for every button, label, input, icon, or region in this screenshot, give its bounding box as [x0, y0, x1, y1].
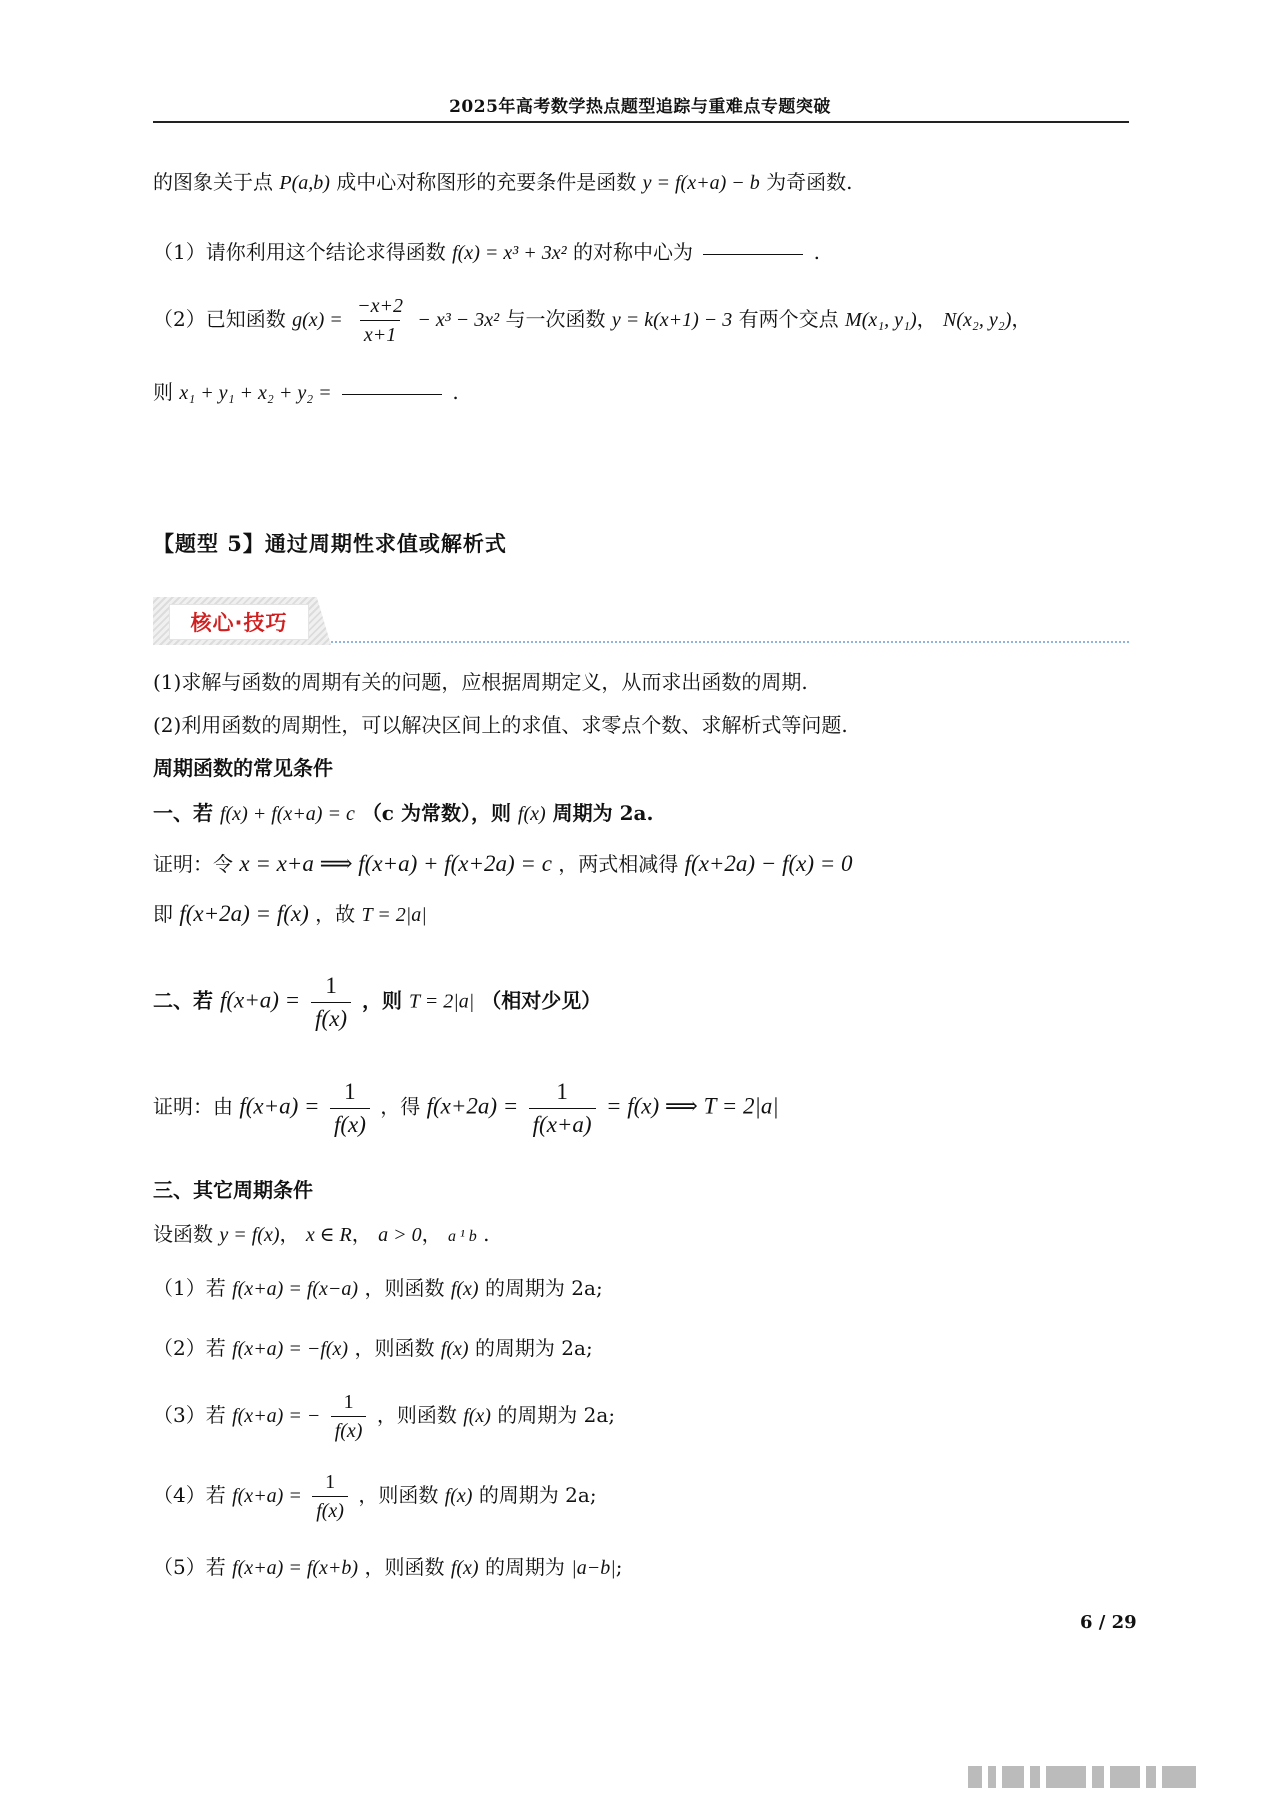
item4-tail: ，则函数 [358, 1483, 439, 1507]
common-conditions-heading: 周期函数的常见条件 [153, 756, 333, 780]
item2-expr: f(x+a) = −f(x) [232, 1338, 349, 1360]
q1-end: . [813, 240, 821, 264]
cond1-prefix: 一、若 [153, 801, 213, 825]
proof1-expr: x = x+a ⟹ f(x+a) + f(x+2a) = c [239, 851, 552, 876]
strip-block-3 [1002, 1766, 1024, 1788]
item1-fx: f(x) [450, 1278, 479, 1300]
badge-label: 核心·技巧 [169, 604, 309, 640]
q2-linear: y = k(x+1) − 3 [611, 309, 733, 331]
other-conditions-heading: 三、其它周期条件 [153, 1178, 313, 1202]
item1-tail: ，则函数 [364, 1276, 445, 1300]
setup-prefix: 设函数 [153, 1222, 213, 1246]
proof2-fraction-2 [529, 1078, 596, 1138]
question-1 [153, 240, 820, 265]
item3-den: f(x) [331, 1416, 367, 1443]
proof2-num2: 1 [556, 1079, 568, 1104]
item3-tail: ，则函数 [376, 1403, 457, 1427]
item4-fx: f(x) [444, 1485, 473, 1507]
proof2-lhs2: f(x+2a) = [426, 1093, 519, 1119]
q2-frac-num: −x+2 [357, 295, 404, 317]
item4-label: （4）若 [153, 1483, 226, 1507]
item5-abs: |a−b| [571, 1557, 616, 1579]
intro-expr: y = f(x+a) − b [642, 172, 760, 194]
q2-fraction [353, 294, 407, 347]
q2-label: （2）已知函数 [153, 307, 286, 331]
item1-end: 的周期为 2a; [484, 1276, 603, 1300]
q2-point-m: M(x₁, y₁) [845, 309, 917, 331]
strip-block-5 [1046, 1766, 1086, 1788]
period-condition-3 [153, 1390, 615, 1443]
proof-1-conclusion [153, 900, 427, 928]
period-condition-1 [153, 1276, 603, 1301]
q2-func: g(x) = [292, 309, 343, 331]
q2-sep: ， [916, 307, 937, 331]
item4-num: 1 [325, 1471, 336, 1493]
intro-line [153, 170, 852, 195]
item4-fraction [312, 1470, 348, 1523]
cond1-note: （c 为常数），则 [361, 801, 511, 825]
proof1-prefix: 证明：令 [153, 852, 233, 876]
period-condition-2 [153, 1336, 593, 1361]
setup-comma-1: ， [279, 1222, 300, 1246]
item5-label: （5）若 [153, 1555, 226, 1579]
cond2-num: 1 [325, 973, 337, 998]
proof-1 [153, 850, 853, 878]
item3-fraction [331, 1390, 367, 1443]
period-condition-4 [153, 1470, 597, 1523]
item3-num: 1 [343, 1391, 354, 1413]
item4-den: f(x) [312, 1496, 348, 1523]
item5-end2: ; [615, 1555, 623, 1579]
proof2-rhs: = f(x) ⟹ T = 2|a| [605, 1093, 779, 1119]
item1-expr: f(x+a) = f(x−a) [232, 1278, 359, 1300]
proof2-prefix: 证明：由 [153, 1094, 233, 1119]
item4-end: 的周期为 2a; [478, 1483, 597, 1507]
proof2-den2: f(x+a) [529, 1108, 596, 1139]
setup-ab: a ¹ b [447, 1228, 477, 1245]
setup-comma-3: ， [421, 1222, 442, 1246]
q2-line2-expr: x₁ + y₁ + x₂ + y₂ = [179, 382, 332, 404]
strip-block-6 [1092, 1766, 1104, 1788]
cond2-mid: ，则 [362, 988, 403, 1013]
q1-label: （1）请你利用这个结论求得函数 [153, 240, 446, 264]
strip-block-1 [968, 1766, 982, 1788]
q2-tail: 有两个交点 [738, 307, 839, 331]
q2-rest: − x³ − 3x² [417, 309, 500, 331]
proof-2 [153, 1078, 779, 1138]
item2-label: （2）若 [153, 1336, 226, 1360]
page-header-title: 2025年高考数学热点题型追踪与重难点专题突破 [449, 97, 831, 117]
cond2-lhs: f(x+a) = [219, 987, 301, 1013]
item3-lhs: f(x+a) = − [232, 1405, 321, 1427]
item2-fx: f(x) [440, 1338, 469, 1360]
setup-line [153, 1222, 490, 1247]
cond2-fraction [311, 972, 351, 1032]
intro-point: P(a,b) [279, 172, 330, 194]
cond2-t: T = 2|a| [409, 990, 475, 1013]
item2-end: 的周期为 2a; [474, 1336, 593, 1360]
question-2-line-2 [153, 380, 459, 405]
badge-dotted-rule [331, 641, 1129, 643]
cond1-tail: 周期为 2a. [552, 801, 654, 825]
strip-block-4 [1030, 1766, 1040, 1788]
condition-1 [153, 801, 653, 826]
bottom-toolbar-strip [968, 1766, 1268, 1788]
q2-answer-blank [342, 394, 442, 395]
core-tips-badge [153, 597, 1129, 645]
setup-expr: y = f(x) [219, 1224, 280, 1246]
q1-answer-blank [703, 254, 803, 255]
q1-tail: 的对称中心为 [572, 240, 693, 264]
item5-tail: ，则函数 [364, 1555, 445, 1579]
strip-block-9 [1162, 1766, 1196, 1788]
proof2-lhs: f(x+a) = [239, 1093, 320, 1119]
item5-expr: f(x+a) = f(x+b) [232, 1557, 359, 1579]
proof1b-expr: f(x+2a) = f(x) [179, 901, 309, 926]
setup-a: a > 0 [378, 1224, 422, 1246]
item5-end: 的周期为 [484, 1555, 565, 1579]
proof2-den: f(x) [330, 1108, 370, 1139]
item3-end: 的周期为 2a; [497, 1403, 616, 1427]
intro-text-1: 的图象关于点 [153, 170, 273, 194]
item3-fx: f(x) [463, 1405, 491, 1427]
page-number: 6 / 29 [1080, 1612, 1137, 1633]
period-condition-5 [153, 1555, 623, 1580]
strip-block-7 [1110, 1766, 1140, 1788]
q2-comma: ， [1011, 307, 1032, 331]
section-title: 【题型 5】通过周期性求值或解析式 [153, 531, 507, 556]
strip-block-8 [1146, 1766, 1156, 1788]
cond1-fx: f(x) [517, 803, 546, 825]
proof2-num: 1 [344, 1079, 356, 1104]
q2-point-n: N(x₂, y₂) [943, 309, 1012, 331]
proof1b-prefix: 即 [153, 902, 173, 926]
q2-frac-den: x+1 [360, 320, 400, 347]
cond2-den: f(x) [311, 1002, 351, 1033]
proof2-mid: ，得 [380, 1094, 421, 1119]
proof1b-expr2: T = 2|a| [361, 904, 427, 926]
tip-2: (2)利用函数的周期性，可以解决区间上的求值、求零点个数、求解析式等问题. [153, 713, 848, 737]
tip-1: (1)求解与函数的周期有关的问题，应根据周期定义，从而求出函数的周期. [153, 670, 808, 694]
condition-2 [153, 972, 601, 1032]
proof1b-mid: ，故 [315, 902, 356, 926]
cond2-prefix: 二、若 [153, 988, 213, 1013]
q1-expr: f(x) = x³ + 3x² [452, 242, 567, 264]
proof2-fraction [330, 1078, 370, 1138]
proof1-mid: ，两式相减得 [558, 852, 679, 876]
item5-fx: f(x) [450, 1557, 479, 1579]
item3-label: （3）若 [153, 1403, 226, 1427]
setup-comma-2: ， [351, 1222, 372, 1246]
item2-tail: ，则函数 [354, 1336, 435, 1360]
header-divider [153, 121, 1129, 123]
strip-block-2 [988, 1766, 996, 1788]
setup-x: x ∈ R [305, 1224, 352, 1246]
item1-label: （1）若 [153, 1276, 226, 1300]
item4-lhs: f(x+a) = [232, 1485, 302, 1507]
setup-end: . [483, 1222, 490, 1246]
cond2-note: （相对少见） [481, 988, 602, 1013]
q2-mid: 与一次函数 [505, 307, 606, 331]
cond1-expr: f(x) + f(x+a) = c [219, 803, 355, 825]
q2-line2-prefix: 则 [153, 380, 173, 404]
proof1-expr2: f(x+2a) − f(x) = 0 [684, 851, 853, 876]
intro-text-2: 成中心对称图形的充要条件是函数 [336, 170, 637, 194]
q2-line2-end: . [452, 380, 459, 404]
question-2 [153, 294, 1031, 347]
intro-text-3: 为奇函数. [766, 170, 853, 194]
